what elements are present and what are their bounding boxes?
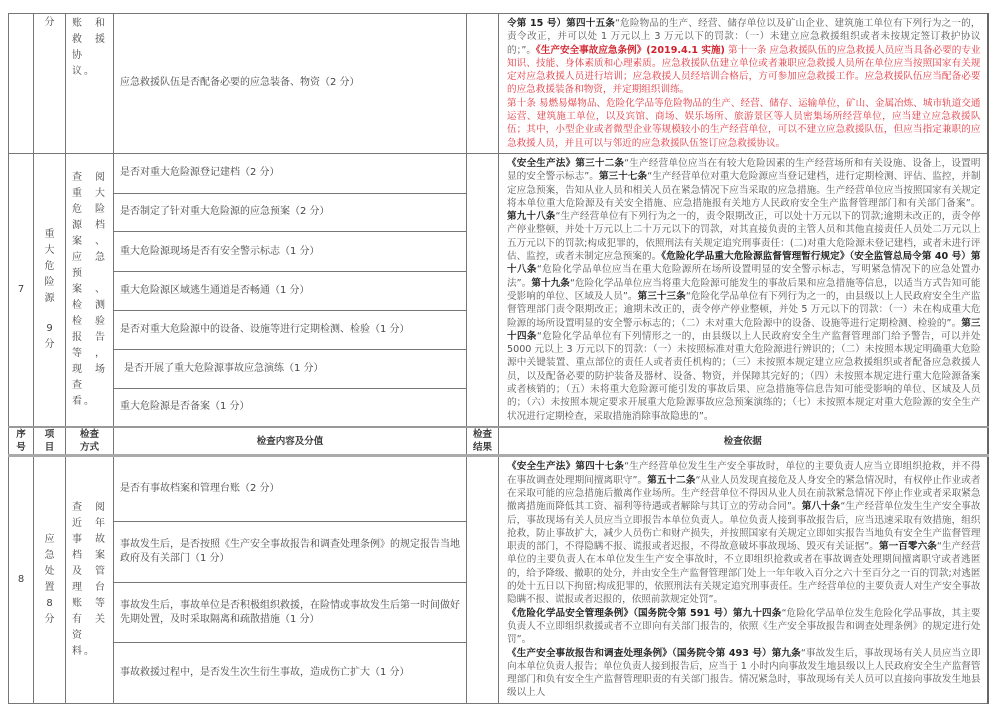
- law-article: 《危险化学品安全管理条例》（国务院令第 591 号）第九十四条: [507, 607, 782, 619]
- row6-item-cell: [34, 14, 66, 154]
- law-text: “生产经营单位发生生产安全事故时，单位的主要负责人应当立即组织抢救，并不得在事故调查处理期间擅离职守”。: [507, 461, 981, 486]
- row7-content-item: [114, 232, 467, 272]
- row6-seq-cell: [9, 14, 34, 154]
- law-text: “危险化学品单位有下列情形之一的，由县级以上人民政府安全生产监督管理部门给予警告，可以并处 5000 元以上 3 万元以下的罚款：（一）未按照标准对重大危险源进行辨识的；（二）未按照本规定明确重大危险源中关键装置、重点部位的责任人或者责任机构的；（三）未按照本规定建立应急救援组织或者配备应急救援人员，以及配备必要的防护装备及器材、设备、物资，并保障其完好的；（四）未按照本规定进行重大危险源备案或者核销的；（五）未将重大危险源可能引发的事故后果、应急措施等信息告知可能受影响的单位、区域及人员的；（六）未按照本规定要求开展重大危险源事故应急预案演练的；（七）未按照本规定对重大危险源的安全生产状况进行定期检查，采取措施消除事故隐患的”。: [507, 330, 981, 422]
- header-result: [467, 427, 499, 456]
- content-text: 是否对重大危险源中的设备、设施等进行定期检测、检验（1 分）: [120, 323, 410, 335]
- row8-content-item: [114, 456, 467, 522]
- row6: [9, 14, 988, 154]
- row8-content-item: [114, 642, 467, 703]
- law-article: 《生产安全事故报告和调查处理条例》（国务院令第 493 号）第九条: [507, 647, 801, 659]
- law-text: “危险物品的生产、经营、储存单位以及矿山企业、建筑施工单位有下列行为之一的，责令改正，并可以处 1 万元以上 3 万元以下的罚款：（一）未建立应急救援组织或者未按规定签订救护协议的；”。: [507, 18, 981, 56]
- content-text: 是否有事故档案和管理台账（2 分）: [120, 483, 280, 495]
- row6-result-cell[interactable]: [467, 14, 499, 154]
- content-text: 是否对重大危险源登记建档（2 分）: [120, 167, 280, 179]
- law-text: “危险化学品单位应当将重大危险源可能发生的事故后果和应急措施等信息，以适当方式告知可能受影响的单位、区域及人员”。: [507, 277, 981, 302]
- law-text: “危险化学品单位应当在重大危险源所在场所设置明显的安全警示标志，写明紧急情况下的应急处置办法”。: [507, 264, 981, 289]
- row8-basis-cell: [499, 456, 988, 703]
- law-text: “生产经营单位对重大危险源应当登记建档，进行定期检测、评估、监控，并制定应急预案，告知从业人员和相关人员在紧急情况下应当采取的应急措施。生产经营单位应当按照国家有关规定将本单位重大危险源及有关安全措施、应急措施报有关地方人民政府安全生产监督管理部门和有关部门备案”。: [507, 171, 981, 209]
- header-text: 检查方式: [79, 429, 99, 454]
- header-seq: [9, 427, 34, 456]
- header-content: [114, 427, 467, 456]
- header-text: 序号: [16, 429, 26, 454]
- row8-content-item: [114, 583, 467, 643]
- row8: [9, 456, 988, 522]
- row8-seq-cell: [9, 456, 34, 703]
- row8-result-cell[interactable]: [467, 456, 499, 703]
- law-text-red: 第十一条 应急救援队伍的应急救援人员应当具备必要的专业知识、技能、身体素质和心理素质。应急救援队伍建立单位或者兼职应急救援人员所在单位应当按照国家有关规定对应急救援人员进行培训；应急救援人员经培训合格后，方可参加应急救援工作。应急救援队伍应当配备必要的应急救援装备和物资，并定期组织训练。: [507, 44, 981, 96]
- law-article: 第三十七条: [598, 171, 648, 183]
- law-article: 令第 15 号）第四十五条: [507, 18, 616, 29]
- row6-basis-cell: [499, 14, 988, 154]
- row7-item-cell: [34, 153, 66, 426]
- inspection-table: [8, 13, 989, 704]
- law-text: “危险化学品单位有下列行为之一的，由县级以上人民政府安全生产监督管理部门责令限期改正；逾期未改正的，责令停产停业整顿，并处 5 万元以下的罚款：（一）未在构成重大危险源的场所设置明显的安全警示标志的；（二）未对重大危险源中的设备、设施等进行定期检测、检验的”。: [507, 290, 981, 329]
- law-text: “事故发生后，事故现场有关人员应当立即向本单位负责人报告；单位负责人接到报告后，应当于 1 小时内向事故发生地县级以上人民政府安全生产监督管理部门和负有安全生产监督管理职责的有关部门报告。情况紧急时，事故现场有关人员可以直接向事故发生地县级以上人: [507, 647, 981, 699]
- row8-method-cell: [66, 456, 114, 703]
- law-article: 第三十三条: [637, 290, 686, 302]
- content-text: 是否开展了重大危险源事故应急演练（1 分）: [124, 363, 324, 375]
- row7-method: 查阅重大危险源档案、应急预案、检测检验报告等，现场查看。: [72, 171, 107, 407]
- row8-seq: 8: [17, 574, 25, 586]
- header-row: [9, 427, 988, 456]
- law-article: 第三十四条: [507, 317, 981, 342]
- law-text: “从业人员发现直接危及人身安全的紧急情况时，有权停止作业或者在采取可能的应急措施后撤离作业场所。生产经营单位不得因从业人员在前款紧急情况下停止作业或者采取紧急撤离措施而降低其工资、福利等待遇或者解除与其订立的劳动合同”。: [507, 474, 981, 513]
- row7: [9, 153, 988, 193]
- law-article: 第一百零六条: [878, 541, 937, 553]
- header-text: 检查结果: [472, 429, 492, 454]
- row7-method-cell: [66, 153, 114, 426]
- law-title-red: 《生产安全事故应急条例》(2019.4.1 实施): [535, 44, 725, 56]
- law-article: 《安全生产法》第三十二条: [507, 157, 625, 169]
- content-text: 是否制定了针对重大危险源的应急预案（2 分）: [120, 206, 330, 218]
- law-article: 第九十八条: [507, 211, 556, 223]
- row7-seq-cell: [9, 153, 34, 426]
- content-text: 重大危险源是否备案（1 分）: [120, 401, 250, 413]
- law-text: “危险化学品单位发生危险化学品事故，其主要负责人不立即组织救援或者不立即向有关部门报告的，依照《生产安全事故报告和调查处理条例》的规定进行处罚”。: [507, 607, 981, 646]
- row8-method: 查阅近年事故档案及管理台账等有关资料。: [72, 502, 107, 658]
- row8-score: 8分: [44, 598, 55, 626]
- row7-seq: 7: [17, 283, 25, 295]
- row6-item-tail: 分: [44, 17, 55, 28]
- law-article: 第八十条: [801, 501, 841, 513]
- law-article: 第十九条: [531, 277, 570, 289]
- law-text: “生产经营单位有下列行为之一的，责令限期改正，可以处十万元以下的罚款;逾期未改正的，责令停产停业整顿，并处十万元以上二十万元以下的罚款，对其直接负责的主管人员和其他直接责任人员处二万元以上五万元以下的罚款;构成犯罪的，依照刑法有关规定追究刑事责任：(二)对重大危险源未登记建档，或者未进行评估、监控，或者未制定应急预案的。: [507, 211, 981, 263]
- law-article: 第五十二条: [647, 474, 696, 486]
- header-text: 项目: [44, 429, 55, 454]
- law-article: 《危险化学品重大危险源监督管理暂行规定》（安全监管总局令第 40 号）第十八条: [507, 251, 981, 276]
- row7-content-item: [114, 350, 467, 389]
- row7-score: 9分: [44, 322, 55, 350]
- law-text: “生产经营单位应当在有较大危险因素的生产经营场所和有关设施、设备上，设置明显的安全警示标志”。: [507, 157, 981, 183]
- header-text: 检查依据: [723, 435, 762, 447]
- law-article: 《安全生产法》第四十七条: [507, 461, 625, 473]
- content-text: 重大危险源区域逃生通道是否畅通（1 分）: [120, 284, 310, 296]
- row7-content-item: [114, 310, 467, 350]
- row7-content-item: [114, 193, 467, 232]
- row8-item-cell: [34, 456, 66, 703]
- content-text: 事故救援过程中，是否发生次生衍生事故，造成伤亡扩大（1 分）: [120, 666, 410, 678]
- content-text: 事故发生后，是否按照《生产安全事故报告和调查处理条例》的规定报告当地政府及有关部门（1 分）: [120, 539, 460, 565]
- header-method: [66, 427, 114, 456]
- header-basis: [499, 427, 988, 456]
- law-text: “生产经营单位发生生产安全事故后，事故现场有关人员应当立即报告本单位负责人。单位负责人接到事故报告后，应当迅速采取有效措施，组织抢救，防止事故扩大，减少人员伤亡和财产损失，并按照国家有关规定立即如实报告当地负有安全生产监督管理职责的部门，不得隐瞒不报、谎报或者迟报，不得故意破坏事故现场、毁灭有关证据”。: [507, 501, 981, 553]
- row7-content-item: [114, 153, 467, 193]
- header-text: 检查内容及分值: [256, 435, 324, 447]
- row8-item: 应急处置: [44, 534, 55, 594]
- row7-content-item: [114, 272, 467, 311]
- row6-method-cell: [66, 14, 114, 154]
- content-text: 事故发生后，事故单位是否积极组织救援，在险情或事故发生后第一时间做好先期处置，及时采取隔离和疏散措施（1 分）: [120, 599, 460, 625]
- row6-method-tail: 账和救援协议。: [72, 18, 107, 77]
- row7-item: 重大危险源: [44, 228, 55, 304]
- row6-content-cell: [114, 14, 467, 154]
- law-text-red: 第十条 易燃易爆物品、危险化学品等危险物品的生产、经营、储存、运输单位，矿山、金属冶炼、城市轨道交通运营、建筑施工单位，以及宾馆、商场、娱乐场所、旅游景区等人员密集场所经营单位，应当建立应急救援队伍；其中，小型企业或者微型企业等规模较小的生产经营单位，可以不建立应急救援队伍，但应当指定兼职的应急救援人员，并且可以与邻近的应急救援队伍签订应急救援协议。: [507, 97, 981, 149]
- header-item: [34, 427, 66, 456]
- row7-result-cell[interactable]: [467, 153, 499, 426]
- law-text: “生产经营单位的主要负责人在本单位发生生产安全事故时，不立即组织抢救或者在事故调查处理期间擅离职守或者逃匿的，给予降级、撤职的处分，并由安全生产监督管理部门处上一年年收入百分之六十至百分之一百的罚款;对逃匿的处十五日以下拘留;构成犯罪的，依照刑法有关规定追究刑事责任。生产经营单位的主要负责人对生产安全事故隐瞒不报、谎报或者迟报的，依照前款规定处罚”。: [507, 541, 981, 606]
- content-text: 重大危险源现场是否有安全警示标志（1 分）: [120, 245, 320, 257]
- row7-basis-cell: [499, 153, 988, 426]
- row8-content-item: [114, 522, 467, 583]
- row7-content-item: [114, 388, 467, 427]
- row6-content: 应急救援队伍是否配备必要的应急装备、物资（2 分）: [120, 77, 360, 89]
